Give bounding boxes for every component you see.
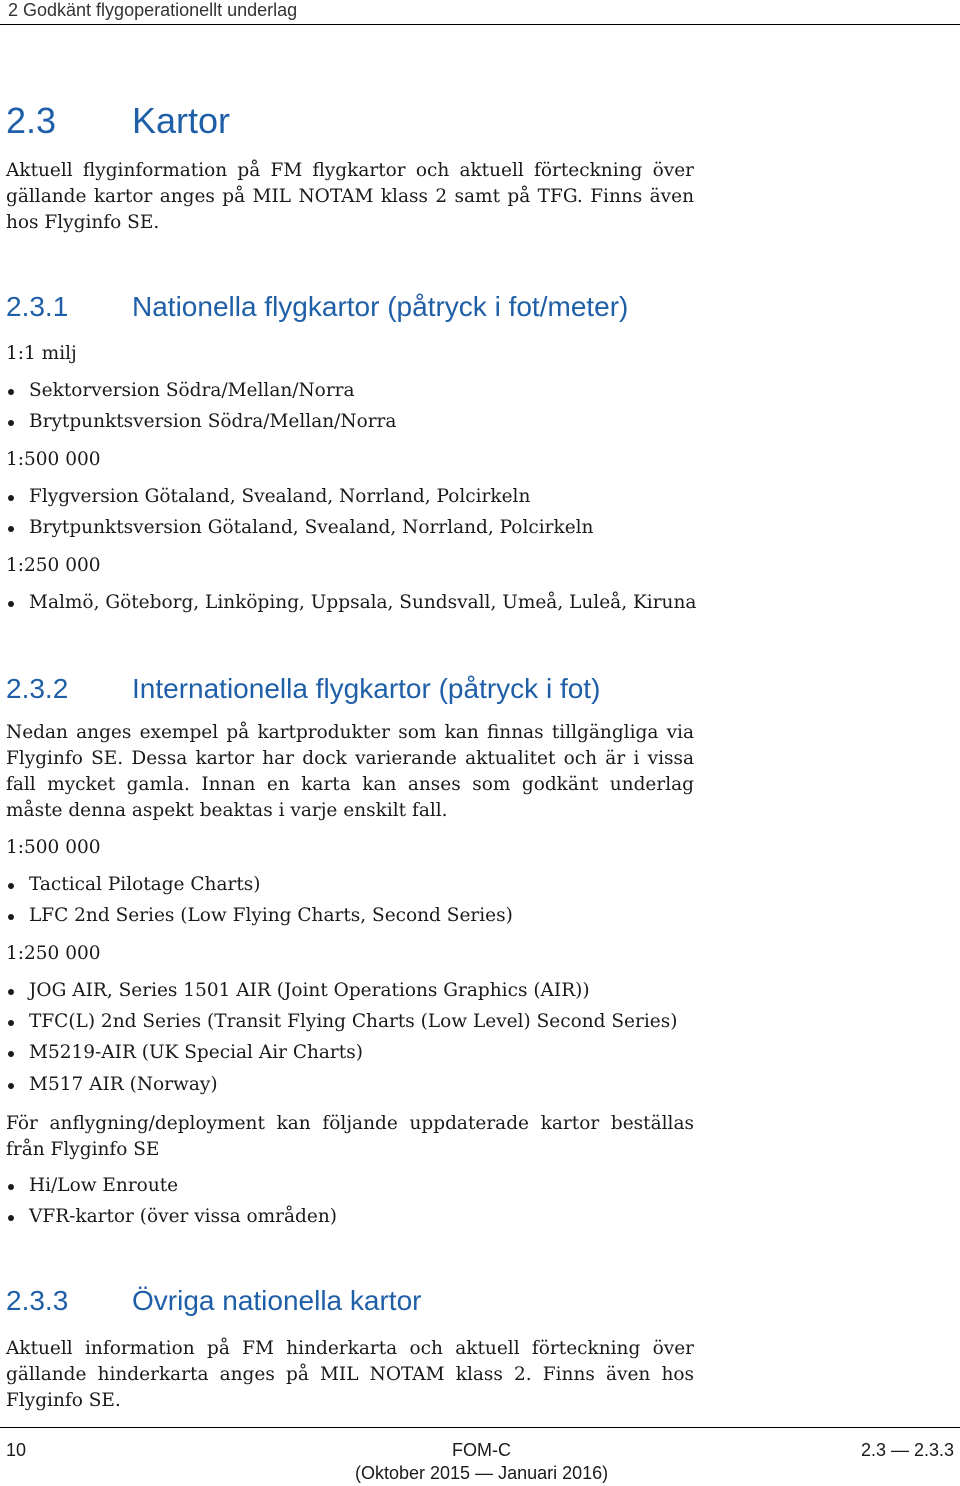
scale-label: 1:250 000: [6, 555, 101, 576]
scale-label: 1:1 milj: [6, 343, 77, 364]
subsection-number-2: 2.3.2: [6, 673, 69, 704]
bullet-icon: [8, 1020, 14, 1026]
subsection-number-1: 2.3.1: [6, 291, 69, 322]
bullet-icon: [8, 1184, 14, 1190]
list-item: VFR-kartor (över vissa områden): [0, 1206, 337, 1227]
list-item: M517 AIR (Norway): [0, 1074, 218, 1095]
deployment-text: För anflygning/deployment kan följande uppdaterade kartor beställas från Flyginfo SE: [6, 1113, 694, 1160]
bullet-icon: [8, 1215, 14, 1221]
subsection-intro: Nedan anges exempel på kartprodukter som kan finnas tillgängliga via Flyginfo SE. Dessa kartor har dock varierande aktualitet och är i vissa fall mycket gamla. Innan en karta kan anses som godkänt underlag måste denna aspekt beaktas i varje enskilt fall.: [6, 722, 694, 821]
bullet-icon: [8, 1051, 14, 1057]
bullet-icon: [8, 914, 14, 920]
subsection-title-1: Nationella flygkartor (påtryck i fot/meter): [132, 291, 629, 322]
bullet-icon: [8, 389, 14, 395]
footer-divider: [0, 1427, 960, 1428]
bullet-icon: [8, 1083, 14, 1089]
list-item: Tactical Pilotage Charts): [0, 874, 260, 895]
section-number: 2.3: [6, 100, 57, 141]
subsection-title-3: Övriga nationella kartor: [132, 1285, 422, 1316]
list-item: Hi/Low Enroute: [0, 1175, 178, 1196]
scale-label: 1:500 000: [6, 449, 101, 470]
running-header: 2 Godkänt flygoperationellt underlag: [8, 0, 298, 20]
document-id: FOM-C: [452, 1440, 511, 1460]
list-item: Flygversion Götaland, Svealand, Norrland, Polcirkeln: [0, 486, 530, 507]
subsection-title-2: Internationella flygkartor (påtryck i fot): [132, 673, 601, 704]
list-item: Malmö, Göteborg, Linköping, Uppsala, Sundsvall, Umeå, Luleå, Kiruna: [0, 592, 696, 613]
list-item: LFC 2nd Series (Low Flying Charts, Second Series): [0, 905, 513, 926]
list-item: M5219-AIR (UK Special Air Charts): [0, 1042, 363, 1063]
bullet-icon: [8, 989, 14, 995]
subsection-text: Aktuell information på FM hinderkarta och aktuell förteckning över gällande hinderkarta anges på MIL NOTAM klass 2. Finns även hos Flyginfo SE.: [6, 1338, 694, 1411]
bullet-icon: [8, 883, 14, 889]
scale-label: 1:250 000: [6, 943, 101, 964]
list-item: TFC(L) 2nd Series (Transit Flying Charts (Low Level) Second Series): [0, 1011, 677, 1032]
list-item: Brytpunktsversion Götaland, Svealand, Norrland, Polcirkeln: [0, 517, 593, 538]
section-intro: Aktuell flyginformation på FM flygkartor och aktuell förteckning över gällande kartor anges på MIL NOTAM klass 2 samt på TFG. Finns även hos Flyginfo SE.: [6, 160, 694, 233]
subsection-number-3: 2.3.3: [6, 1285, 69, 1316]
list-item: Brytpunktsversion Södra/Mellan/Norra: [0, 411, 396, 432]
document-date: (Oktober 2015 — Januari 2016): [355, 1463, 609, 1483]
scale-label: 1:500 000: [6, 837, 101, 858]
bullet-icon: [8, 601, 14, 607]
list-item: Sektorversion Södra/Mellan/Norra: [0, 380, 355, 401]
header-divider: [0, 24, 960, 25]
bullet-icon: [8, 526, 14, 532]
bullet-icon: [8, 420, 14, 426]
bullet-icon: [8, 495, 14, 501]
section-title: Kartor: [132, 100, 231, 141]
section-range: 2.3 — 2.3.3: [860, 1440, 954, 1460]
list-item: JOG AIR, Series 1501 AIR (Joint Operations Graphics (AIR)): [0, 980, 590, 1001]
page-number: 10: [6, 1440, 27, 1460]
